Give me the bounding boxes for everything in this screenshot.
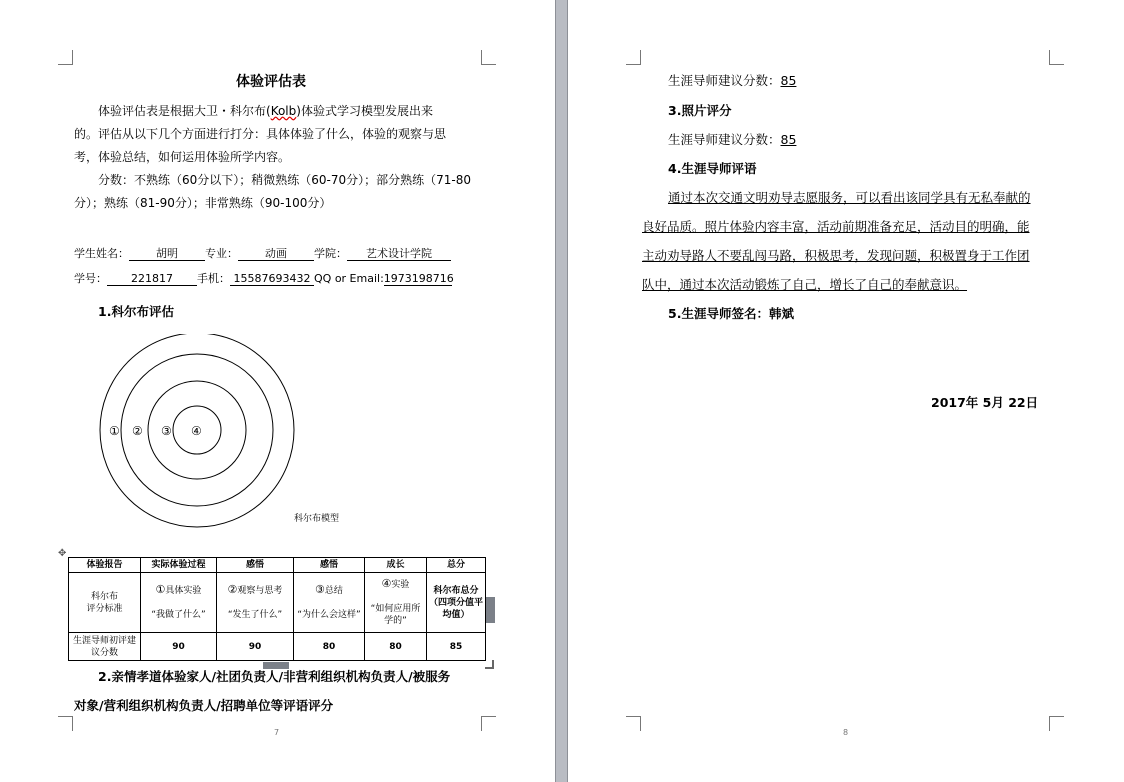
section-4-heading: 4.生涯导师评语 bbox=[668, 161, 757, 176]
student-college-field: 艺术设计学院 bbox=[347, 247, 451, 261]
table-row-label: 科尔布 评分标准 bbox=[69, 573, 141, 633]
document-page-7[interactable] bbox=[0, 0, 555, 782]
comment-line-4: 队中，通过本次活动锻炼了自己，增长了自己的奉献意识。 bbox=[642, 277, 968, 292]
student-name-field: 胡明 bbox=[129, 247, 205, 261]
ring-label-3: ③ bbox=[161, 424, 172, 438]
score-scale-line-2: 分）；熟练（81-90分）；非常熟练（90-100分） bbox=[74, 196, 332, 210]
photo-score-line: 生涯导师建议分数：85 bbox=[668, 132, 797, 147]
table-cell: ④实验 “如何应用所学的” bbox=[365, 573, 427, 633]
kolb-model-diagram bbox=[88, 334, 358, 530]
margin-mark-bottom-left bbox=[58, 716, 73, 731]
ring-label-1: ① bbox=[109, 424, 120, 438]
table-header-cell: 感悟 bbox=[294, 558, 365, 573]
score-scale-line-1: 分数：不熟练（60分以下）；稍微熟练（60-70分）；部分熟练（71-80 bbox=[98, 173, 472, 187]
student-phone-field: 15587693432 bbox=[230, 272, 314, 286]
score-cell: 90 bbox=[141, 633, 217, 661]
table-cell-total-criteria: 科尔布总分（四项分值平均值） bbox=[427, 573, 486, 633]
table-header-cell: 体验报告 bbox=[69, 558, 141, 573]
table-row-label: 生涯导师初评建议分数 bbox=[69, 633, 141, 661]
kolb-score-table bbox=[68, 557, 486, 661]
mentor-score-value: 85 bbox=[780, 73, 797, 88]
page-number: 8 bbox=[843, 728, 849, 737]
intro-paragraph-line-2: 的。评估从以下几个方面进行打分：具体体验了什么，体验的观察与思 bbox=[74, 127, 447, 141]
section-2-heading-line-2: 对象/营利组织机构负责人/招聘单位等评语评分 bbox=[74, 698, 334, 713]
margin-mark-top-right bbox=[1049, 50, 1064, 65]
document-title: 体验评估表 bbox=[236, 74, 306, 90]
margin-mark-top-left bbox=[58, 50, 73, 65]
ring-label-2: ② bbox=[132, 424, 143, 438]
photo-mentor-score-line: 生涯导师建议分数：85 bbox=[668, 73, 797, 88]
section-3-heading: 3.照片评分 bbox=[668, 103, 732, 118]
margin-mark-bottom-right bbox=[481, 716, 496, 731]
table-move-handle-icon[interactable]: ✥ bbox=[58, 548, 67, 559]
score-cell: 80 bbox=[365, 633, 427, 661]
section-1-heading: 1.科尔布评估 bbox=[98, 304, 174, 319]
student-id-field: 221817 bbox=[107, 272, 197, 286]
page-gutter bbox=[555, 0, 568, 782]
score-cell: 90 bbox=[217, 633, 294, 661]
section-5-signature: 5.生涯导师签名：韩斌 bbox=[668, 306, 794, 321]
comment-line-2: 良好品质。照片体验内容丰富，活动前期准备充足，活动目的明确，能 bbox=[642, 219, 1030, 234]
table-cell: ②观察与思考 “发生了什么” bbox=[217, 573, 294, 633]
table-header-cell: 成长 bbox=[365, 558, 427, 573]
table-cell: ③总结 “为什么会这样” bbox=[294, 573, 365, 633]
student-info-row-1: 学生姓名： 胡明 专业： 动画 学院： 艺术设计学院 bbox=[74, 245, 451, 261]
spellcheck-word: Kolb bbox=[270, 104, 297, 118]
table-cell: ①具体实验 “我做了什么” bbox=[141, 573, 217, 633]
document-page-8[interactable] bbox=[568, 0, 1124, 782]
margin-mark-top-left bbox=[626, 50, 641, 65]
table-header-cell: 感悟 bbox=[217, 558, 294, 573]
intro-paragraph-line-1: 体验评估表是根据大卫・科尔布(Kolb)体验式学习模型发展出来 bbox=[98, 104, 433, 118]
add-column-handle[interactable] bbox=[486, 597, 495, 623]
section-2-heading-line-1: 2.亲情孝道体验家人/社团负责人/非营利组织机构负责人/被服务 bbox=[98, 669, 451, 684]
intro-paragraph-line-3: 考，体验总结，如何运用体验所学内容。 bbox=[74, 150, 291, 164]
score-cell-total: 85 bbox=[427, 633, 486, 661]
table-header-cell: 实际体验过程 bbox=[141, 558, 217, 573]
page-number: 7 bbox=[274, 728, 280, 737]
score-cell: 80 bbox=[294, 633, 365, 661]
comment-line-1: 通过本次交通文明劝导志愿服务，可以看出该同学具有无私奉献的 bbox=[668, 190, 1031, 205]
margin-mark-top-right bbox=[481, 50, 496, 65]
margin-mark-bottom-right bbox=[1049, 716, 1064, 731]
table-resize-handle-icon[interactable] bbox=[485, 660, 494, 669]
photo-score-value: 85 bbox=[780, 132, 797, 147]
margin-mark-bottom-left bbox=[626, 716, 641, 731]
table-header-cell: 总分 bbox=[427, 558, 486, 573]
ring-label-4: ④ bbox=[191, 424, 202, 438]
diagram-caption: 科尔布模型 bbox=[294, 514, 340, 524]
signature-date: 2017年 5月 22日 bbox=[931, 395, 1039, 410]
comment-line-3: 主动劝导路人不要乱闯马路，积极思考，发现问题，积极置身于工作团 bbox=[642, 248, 1030, 263]
student-info-row-2: 学号： 221817 手机： 15587693432 QQ or Email:1973198716 bbox=[74, 272, 454, 285]
student-qq-field: 1973198716 bbox=[383, 272, 454, 285]
student-major-field: 动画 bbox=[238, 247, 314, 261]
